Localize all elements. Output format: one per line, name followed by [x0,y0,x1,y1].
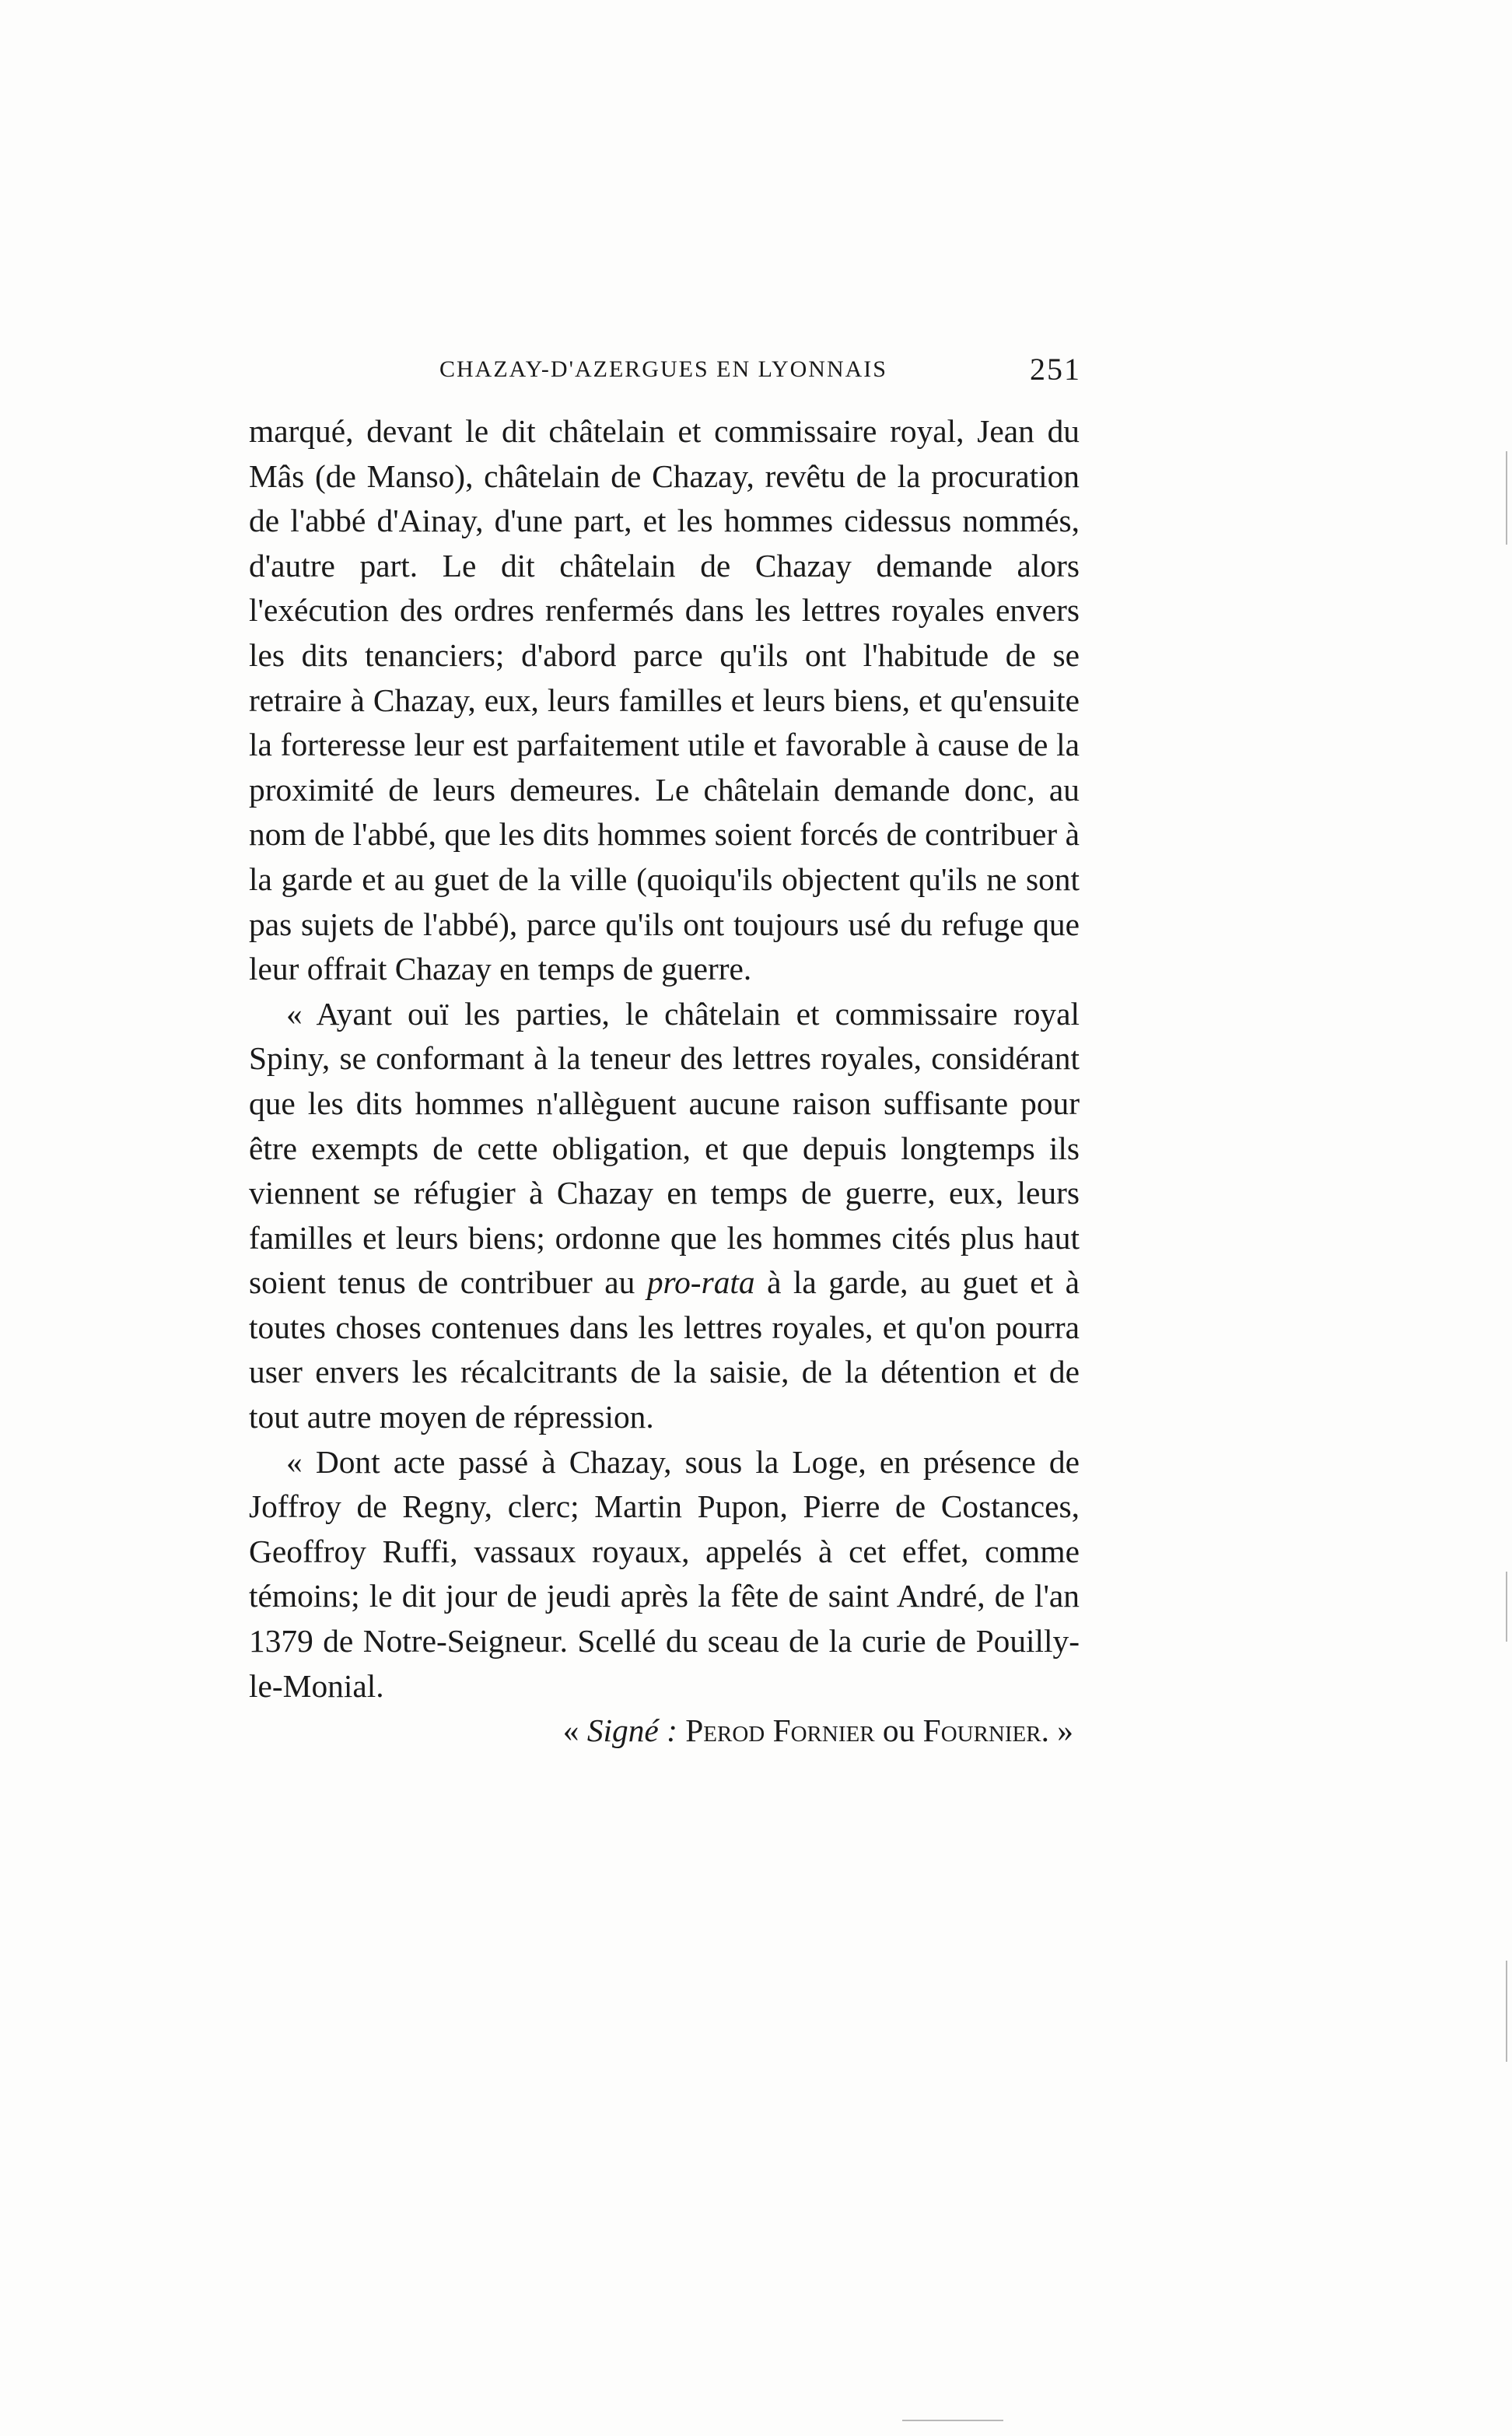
running-title: CHAZAY-D'AZERGUES EN LYONNAIS [439,356,887,382]
running-head [249,350,1089,389]
scan-edge-mark [1506,1572,1507,1642]
paragraph-2-end: à la garde, au guet et à toutes choses contenues dans les lettres royales, et qu'on pourra user envers les récalcitrants de la saisie, de la détention et de tout autre moyen de répression. [249,1264,1080,1435]
signature-close-quote: » [1057,1712,1073,1749]
pro-rata-term: pro-rata [646,1264,755,1301]
signature-open-quote: « [562,1712,579,1749]
signature-name-2: Fournier. [922,1712,1049,1749]
page-number: 251 [1030,352,1081,387]
scan-edge-mark [1506,451,1507,545]
body-text [249,409,1080,1754]
signature-name-1: Perod Fornier [685,1712,875,1749]
signature-line [249,1709,1080,1754]
signature-label: Signé : [586,1712,677,1749]
scan-edge-mark [1506,1961,1507,2062]
scan-edge-mark [902,2420,1003,2421]
paragraph-3: « Dont acte passé à Chazay, sous la Loge, en présence de Joffroy de Regny, clerc; Martin Pupon, Pierre de Costances, Geoffroy Ruffi, vassaux royaux, appelés à cet effet, comme témoins; le dit jour de jeudi après la fête de saint André, de l'an 1379 de Notre-Seigneur. Scellé du sceau de la curie de Pouilly-le-Monial. [249,1443,1080,1704]
paragraph-2 [249,992,1080,1440]
paragraph-2-text: « Ayant ouï les parties, le châtelain et commissaire royal Spiny, se conformant à la teneur des lettres royales, considérant que les dits hommes n'allèguent aucune raison suffisante pour être exempts de cette obligation, et que depuis longtemps ils viennent se réfugier à Chazay en temps de guerre, eux, leurs familles et leurs biens; ordonne que les hommes cités plus haut soient tenus de contribuer au [249,995,1080,1301]
signature-conjunction: ou [882,1712,915,1749]
paragraph-1: marqué, devant le dit châtelain et commissaire royal, Jean du Mâs (de Manso), châtelain de Chazay, revêtu de la procuration de l'abbé d'Ainay, d'une part, et les hommes cidessus nommés, d'autre part. Le dit châtelain de Chazay demande alors l'exécution des ordres renfermés dans les lettres royales envers les dits tenanciers; d'abord parce qu'ils ont l'habitude de se retraire à Chazay, eux, leurs familles et leurs biens, et qu'ensuite la forteresse leur est parfaitement utile et favorable à cause de la proximité de leurs demeures. Le châtelain demande donc, au nom de l'abbé, que les dits hommes soient forcés de contribuer à la garde et au guet de la ville (quoiqu'ils objectent qu'ils ne sont pas sujets de l'abbé), parce qu'ils ont toujours usé du refuge que leur offrait Chazay en temps de guerre. [249,413,1080,987]
